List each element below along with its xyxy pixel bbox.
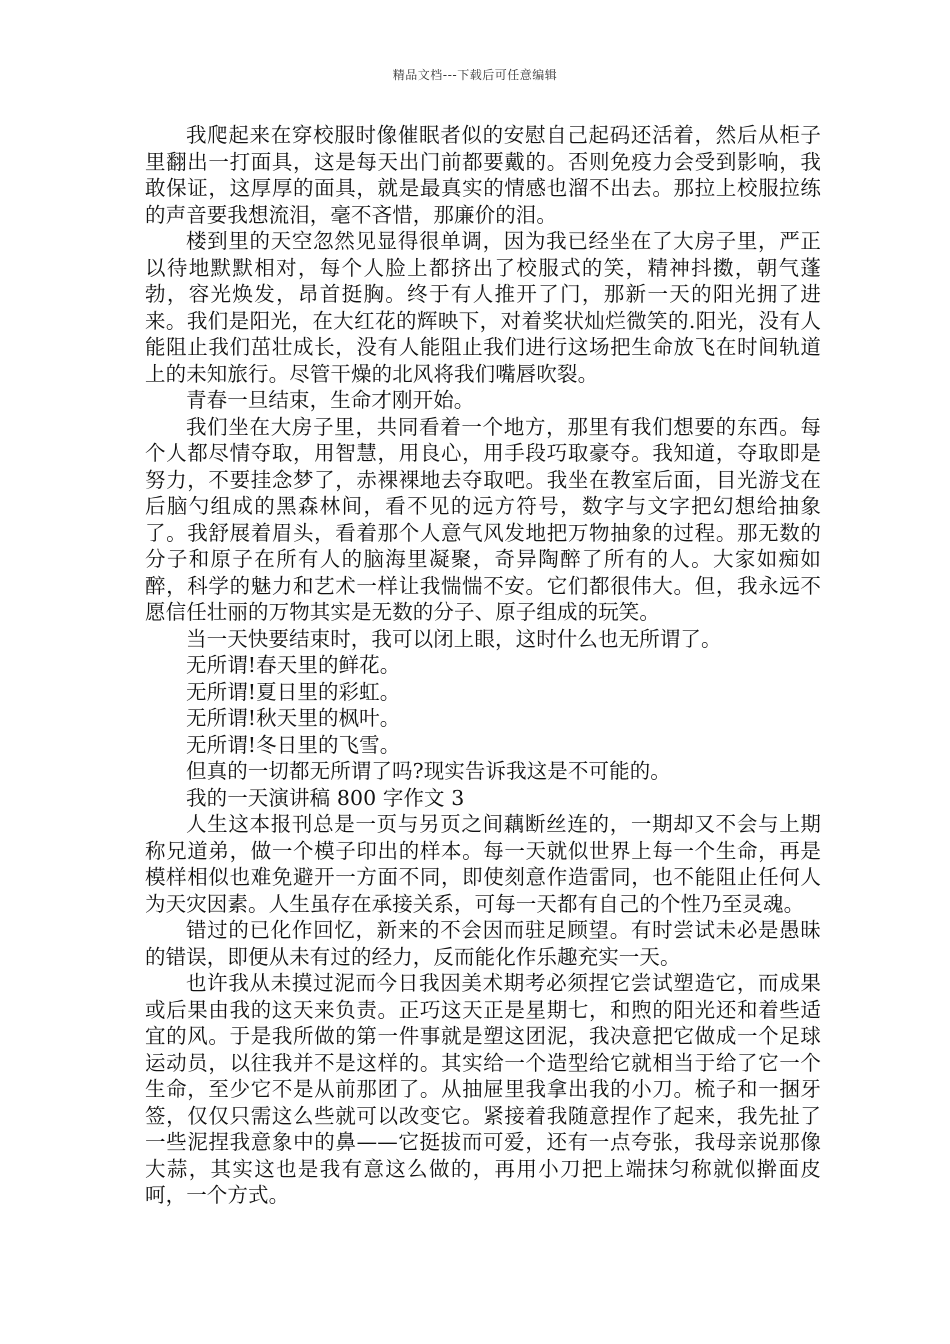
paragraph-1: 我爬起来在穿校服时像催眠者似的安慰自己起码还活着，然后从柜子里翻出一打面具，这是每天出门前都要戴的。否则免疫力会受到影响，我敢保证，这厚厚的面具，就是最真实的情感也溜不出去。那拉上校服拉练的声音要我想流泪，毫不吝惜，那廉价的泪。 <box>145 123 821 227</box>
paragraph-3: 青春一旦结束，生命才刚开始。 <box>186 388 475 412</box>
document-body <box>145 122 821 1209</box>
paragraph-10: 但真的一切都无所谓了吗?现实告诉我这是不可能的。 <box>186 759 671 783</box>
paragraph-7: 无所谓!夏日里的彩虹。 <box>186 679 401 704</box>
paragraph-13: 错过的已化作回忆，新来的不会因而驻足顾望。有时尝试未必是愚昧的错误，即便从未有过的经力，反而能化作乐趣充实一天。 <box>145 918 821 969</box>
section-heading: 我的一天演讲稿 800 字作文 3 <box>186 785 465 810</box>
paragraph-5: 当一天快要结束时，我可以闭上眼，这时什么也无所谓了。 <box>186 626 722 651</box>
paragraph-6: 无所谓!春天里的鲜花。 <box>186 653 401 677</box>
page-header: 精品文档---下载后可任意编辑 <box>392 68 558 82</box>
paragraph-14: 也许我从未摸过泥而今日我因美术期考必须捏它尝试塑造它，而成果或后果由我的这天来负责。正巧这天正是星期七，和煦的阳光还和着些适宜的风。于是我所做的第一件事就是塑这团泥，我决意把它做成一个足球运动员，以往我并不是这样的。其实给一个造型给它就相当于给了它一个生命，至少它不是从前那团了。从抽屉里我拿出我的小刀。梳子和一捆牙签，仅仅只需这么些就可以改变它。紧接着我随意捏作了起来，我先扯了一些泥捏我意象中的鼻——它挺拔而可爱，还有一点夸张，我母亲说那像大蒜，其实这也是我有意这么做的，再用小刀把上端抹匀称就似擀面皮呵，一个方式。 <box>145 971 821 1207</box>
paragraph-2: 楼到里的天空忽然见显得很单调，因为我已经坐在了大房子里，严正以待地默默相对，每个人脸上都挤出了校服式的笑，精神抖擞，朝气蓬勃，容光焕发，昂首挺胸。终于有人推开了门，那新一天的阳光拥了进来。我们是阳光，在大红花的辉映下，对着奖状灿烂微笑的.阳光，没有人能阻止我们茁壮成长，没有人能阻止我们进行这场把生命放飞在时间轨道上的未知旅行。尽管干燥的北风将我们嘴唇吹裂。 <box>145 229 821 386</box>
paragraph-9: 无所谓!冬日里的飞雪。 <box>186 732 401 757</box>
paragraph-8: 无所谓!秋天里的枫叶。 <box>186 706 401 730</box>
paragraph-12: 人生这本报刊总是一页与另页之间藕断丝连的，一期却又不会与上期称兄道弟，做一个模子印出的样本。每一天就似世界上每一个生命，再是模样相似也难免避开一方面不同，即使刻意作造雷同，也不能阻止任何人为天灾因素。人生虽存在承接关系，可每一天都有自己的个性乃至灵魂。 <box>145 812 821 916</box>
paragraph-4: 我们坐在大房子里，共同看着一个地方，那里有我们想要的东西。每个人都尽情夺取，用智慧，用良心，用手段巧取豪夺。我知道，夺取即是努力，不要挂念梦了，赤裸裸地去夺取吧。我坐在教室后面，目光游戈在后脑勺组成的黑森林间，看不见的远方符号，数字与文字把幻想给抽象了。我舒展着眉头，看着那个人意气风发地把万物抽象的过程。那无数的分子和原子在所有人的脑海里凝聚，奇异陶醉了所有的人。大家如痴如醉，科学的魅力和艺术一样让我惴惴不安。它们都很伟大。但，我永远不愿信任壮丽的万物其实是无数的分子、原子组成的玩笑。 <box>145 414 821 624</box>
